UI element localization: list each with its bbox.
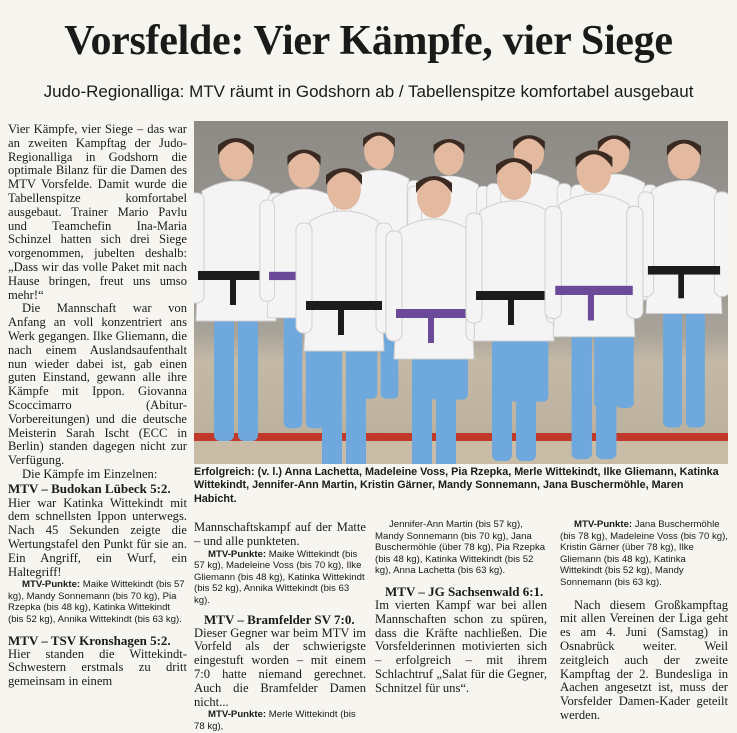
- match-heading: MTV – TSV Kronshagen 5:2.: [8, 632, 171, 648]
- article-column-1: [8, 123, 187, 689]
- photo-caption: Erfolgreich: (v. l.) Anna Lachetta, Madeleine Voss, Pia Rzepka, Merle Wittekindt, Ilke Gliemann, Katinka Wittekindt, Jennifer-Ann Martin, Kristin Gärner, Mandy Sonnemann, Jana Buschermöhle, Maren Habicht.: [194, 466, 719, 505]
- points-list: Jennifer-Ann Martin (bis 57 kg), Mandy Sonnemann (bis 70 kg), Jana Buschermöhle (über 78 kg), Pia Rzepka (bis 48 kg), Katinka Wittekindt (bis 52 kg), Anna Lachetta (bis 63 kg).: [375, 519, 546, 577]
- points-list: MTV-Punkte: Jana Buschermöhle (bis 78 kg), Madeleine Voss (bis 70 kg), Kristin Gärner (über 78 kg), Ilke Gliemann (bis 48 kg), Katinka Wittekindt (bis 52 kg), Mandy Sonnemann (bis 63 kg).: [560, 519, 728, 588]
- points-list: MTV-Punkte: Merle Wittekindt (bis 78 kg),: [194, 709, 356, 732]
- paragraph: Hier standen die Wittekindt-Schwestern erstmals zu dritt gemeinsam in einem: [8, 646, 187, 689]
- article-column-2: [194, 521, 366, 733]
- match-heading: MTV – Budokan Lübeck 5:2.: [8, 480, 171, 496]
- paragraph: Im vierten Kampf war bei allen Mannschaften schon zu spüren, dass die Kräfte nachließen. Die Vorsfelderinnen motivierten sich – erfolgreich – mit ihrem Schlachtruf „Salat für die Gegner, Schnitzel für uns“.: [375, 597, 547, 695]
- headline: Vorsfelde: Vier Kämpfe, vier Siege: [64, 18, 673, 64]
- match-heading: MTV – JG Sachsenwald 6:1.: [385, 583, 544, 599]
- paragraph: Nach diesem Großkampftag mit allen Vereinen der Liga geht es am 4. Juni (Samstag) in Osnabrück weiter. Weil zeitgleich auch der zweite Kampftag der 2. Bundesliga in Aachen angesetzt ist, muss der Vorsfelder Damen-Kader geteilt werden.: [560, 597, 728, 722]
- paragraph: Die Mannschaft war von Anfang an voll konzentriert ans Werk gegangen. Ilke Gliemann, die nach einem Auslandsaufenthalt nun wieder dabei ist, gab einen guten Einstand, gewann alle ihre Kämpfe mit Ippon. Giovanna Scoccimarro (Abitur-Vorbereitungen) und die deutsche Meisterin Sarah Ischt (ECC in Berlin) standen dagegen nicht zur Verfügung.: [8, 301, 187, 468]
- paragraph: Mannschaftskampf auf der Matte – und alle punkteten.: [194, 520, 366, 548]
- article-column-3: [375, 519, 547, 696]
- article-column-4: [560, 519, 728, 723]
- match-heading: MTV – Bramfelder SV 7:0.: [204, 611, 355, 627]
- paragraph: Dieser Gegner war beim MTV im Vorfeld als der schwierigste eingestuft worden – mit einem 7:0 hatte niemand gerechnet. Auch die Bramfelder Damen nicht...: [194, 625, 366, 709]
- paragraph: Die Kämpfe im Einzelnen:: [22, 466, 158, 481]
- points-list: MTV-Punkte: Maike Wittekindt (bis 57 kg), Madeleine Voss (bis 70 kg), Ilke Gliemann (bis 48 kg), Katinka Wittekindt (bis 52 kg), Annika Wittekindt (bis 63 kg).: [194, 548, 365, 606]
- paragraph: Hier war Katinka Wittekindt mit dem schnellsten Ippon unterwegs. Nach 45 Sekunden zeigte die Wertungstafel den Punkt für sie an. Ein Angriff, ein Wurf, ein Haltegriff!: [8, 495, 187, 579]
- subheadline: Judo-Regionalliga: MTV räumt in Godshorn ab / Tabellenspitze komfortabel ausgebaut: [43, 82, 694, 101]
- judoka-figure: [638, 140, 728, 428]
- points-list: MTV-Punkte: Maike Wittekindt (bis 57 kg), Mandy Sonnemann (bis 70 kg), Pia Rzepka (bis 48 kg), Katinka Wittekindt (bis 52 kg), Annika Wittekindt (bis 63 kg).: [8, 579, 185, 626]
- team-photo: [194, 121, 728, 464]
- judo-team-illustration: [194, 121, 728, 464]
- paragraph: Vier Kämpfe, vier Siege – das war an zweiten Kampftag der Judo-Regionalliga in Godshorn die optimale Bilanz für die Damen des MTV Vorsfelde. Damit wurde die Tabellenspitze komfortabel ausgebaut. Trainer Mario Pavlu und Teamchefin Ina-Maria Schinzel hatten sich drei Siege vorgenommen, jubelten deshalb: „Dass wir das volle Paket mit nach Hause bringen, freut uns umso mehr!“: [8, 122, 187, 302]
